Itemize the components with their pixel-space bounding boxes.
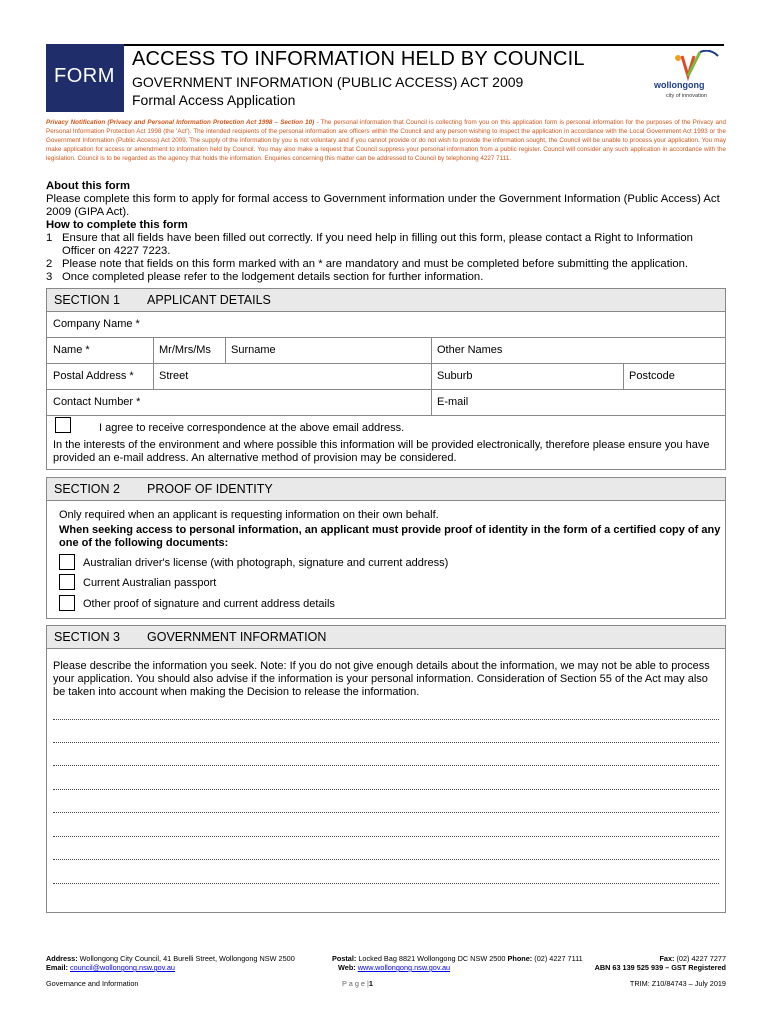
web-link[interactable]: www.wollongong.nsw.gov.au [357, 963, 451, 972]
how-heading: How to complete this form [46, 219, 188, 231]
company-name-row[interactable] [47, 312, 725, 338]
footer-fax [659, 954, 726, 963]
phone-text: (02) 4227 7111 [534, 954, 583, 963]
writing-line [53, 719, 719, 720]
environment-note: In the interests of the environment and where possible this information will be provided electronically, therefore please ensure you have provided an e-mail address. An alternative method of provision may be considered. [53, 439, 710, 464]
instruction-number: 3 [46, 271, 53, 283]
email-consent-checkbox[interactable] [55, 417, 71, 433]
page-label: P a g e | [342, 979, 369, 988]
footer-department: Governance and Information [46, 979, 139, 988]
section-title: GOVERNMENT INFORMATION [147, 630, 327, 644]
instruction-number: 1 [46, 232, 53, 244]
privacy-label: Privacy Notification (Privacy and Personal Information Protection Act 1998 – Section 10) [46, 119, 315, 126]
email-field[interactable]: E-mail [437, 396, 469, 408]
writing-line [53, 765, 719, 766]
form-title: ACCESS TO INFORMATION HELD BY COUNCIL [132, 48, 585, 70]
writing-line [53, 742, 719, 743]
footer-postal [332, 954, 583, 963]
title-field[interactable]: Mr/Mrs/Ms [159, 344, 211, 356]
act-title: GOVERNMENT INFORMATION (PUBLIC ACCESS) ACT 2009 [132, 74, 524, 90]
name-row [47, 338, 725, 364]
fax-label: Fax: [659, 954, 675, 963]
footer-address [46, 954, 295, 963]
identity-requirement: When seeking access to personal information, an applicant must provide proof of identity in the form of a certified copy of any one of the following documents: [59, 524, 721, 549]
email-label: Email: [46, 963, 68, 972]
logo-wordmark: wollongong [654, 80, 705, 90]
phone-label: Phone: [507, 954, 533, 963]
instruction-item [46, 271, 726, 284]
page-value: 1 [368, 979, 373, 988]
passport-label: Current Australian passport [83, 577, 217, 589]
instruction-number: 2 [46, 258, 53, 270]
page-number [342, 979, 373, 988]
email-consent-label: I agree to receive correspondence at the above email address. [99, 422, 405, 434]
instruction-text: Once completed please refer to the lodgement details section for further information. [62, 271, 484, 283]
information-instructions: Please describe the information you seek. Note: If you do not give enough details about the information, we may not be able to process your application. You should also advise if the information is your personal information. Consideration of Section 55 of the Act may also be taken into account when making the Decision to release the information. [53, 660, 710, 698]
postal-label: Postal: [332, 954, 357, 963]
other-names-field[interactable]: Other Names [437, 344, 503, 356]
company-name-label: Company Name * [53, 318, 140, 330]
address-text: Wollongong City Council, 41 Burelli Street, Wollongong NSW 2500 [79, 954, 295, 963]
section-number: SECTION 3 [54, 630, 120, 644]
instruction-item [46, 258, 726, 271]
other-proof-checkbox[interactable] [59, 595, 75, 611]
section-number: SECTION 1 [54, 293, 120, 307]
drivers-license-checkbox[interactable] [59, 554, 75, 570]
postcode-field[interactable]: Postcode [629, 370, 675, 382]
form-label: FORM [54, 65, 115, 87]
writing-line [53, 789, 719, 790]
postal-address-label: Postal Address * [53, 370, 134, 382]
contact-row [47, 390, 725, 416]
instruction-item [46, 232, 726, 258]
section-title: APPLICANT DETAILS [147, 293, 271, 307]
fax-text: (02) 4227 7277 [676, 954, 726, 963]
about-section [46, 180, 726, 284]
address-label: Address: [46, 954, 78, 963]
passport-checkbox[interactable] [59, 574, 75, 590]
form-label-box [46, 44, 124, 112]
section-3-header [47, 626, 725, 649]
instruction-text: Please note that fields on this form marked with an * are mandatory and must be completed before submitting the application. [62, 258, 689, 270]
header-rule [124, 44, 724, 46]
section-applicant-details [46, 288, 726, 470]
footer-email [46, 963, 175, 972]
web-label: Web: [338, 963, 356, 972]
section-title: PROOF OF IDENTITY [147, 482, 273, 496]
section-number: SECTION 2 [54, 482, 120, 496]
email-link[interactable]: council@wollongong.nsw.gov.au [69, 963, 175, 972]
writing-line [53, 859, 719, 860]
writing-line [53, 836, 719, 837]
instruction-text: Ensure that all fields have been filled out correctly. If you need help in filling out this form, please contact a Right to Information Officer on 4227 7223. [62, 232, 693, 257]
street-field[interactable]: Street [159, 370, 189, 382]
footer-web [338, 963, 450, 972]
name-label: Name * [53, 344, 90, 356]
trim-reference: TRIM: Z10/84743 – July 2019 [629, 979, 726, 988]
section-2-header [47, 478, 725, 501]
footer-abn: ABN 63 139 525 939 – GST Registered [594, 963, 726, 972]
other-proof-label: Other proof of signature and current address details [83, 598, 335, 610]
logo-tagline: city of innovation [666, 93, 707, 99]
about-heading: About this form [46, 180, 131, 192]
postal-text: Locked Bag 8821 Wollongong DC NSW 2500 [358, 954, 506, 963]
section-1-header [47, 289, 725, 312]
section-government-information [46, 625, 726, 913]
privacy-notification [46, 118, 726, 163]
writing-line [53, 883, 719, 884]
form-header [46, 44, 726, 114]
surname-field[interactable]: Surname [231, 344, 276, 356]
section-proof-of-identity [46, 477, 726, 619]
postal-address-row [47, 364, 725, 390]
identity-note: Only required when an applicant is requesting information on their own behalf. [59, 509, 439, 521]
form-subtitle: Formal Access Application [132, 92, 296, 108]
about-text: Please complete this form to apply for formal access to Government information under the Government Information (Public Access) Act 2009 (GIPA Act). [46, 193, 720, 218]
suburb-field[interactable]: Suburb [437, 370, 473, 382]
contact-number-label: Contact Number * [53, 396, 141, 408]
drivers-license-label: Australian driver's license (with photograph, signature and current address) [83, 557, 449, 569]
instructions-list [46, 232, 726, 284]
writing-line [53, 812, 719, 813]
privacy-text: - The personal information that Council is collecting from you on this application form is personal information for the purposes of the Privacy and Personal Information Protection Act 1998 (the 'Act'). The intended recipients of the personal information are officers within the Council and any person wishing to inspect the application in accordance with the Local Government Act 1993 or the Government Information (Public Access) Act 2009. The supply of the information by you is not voluntary and if you cannot provide or do not wish to provide the information sought, the Council will be unable to process your application. You may make application for access or amendment to information held by Council. You may also make a request that Council suppress your personal information from a public register. Council will consider any such application in accordance with the legislation. Council is to be regarded as the agency that holds the information. Enquiries concerning this matter can be addressed to Council by telephoning 4227 7111. [46, 119, 726, 162]
